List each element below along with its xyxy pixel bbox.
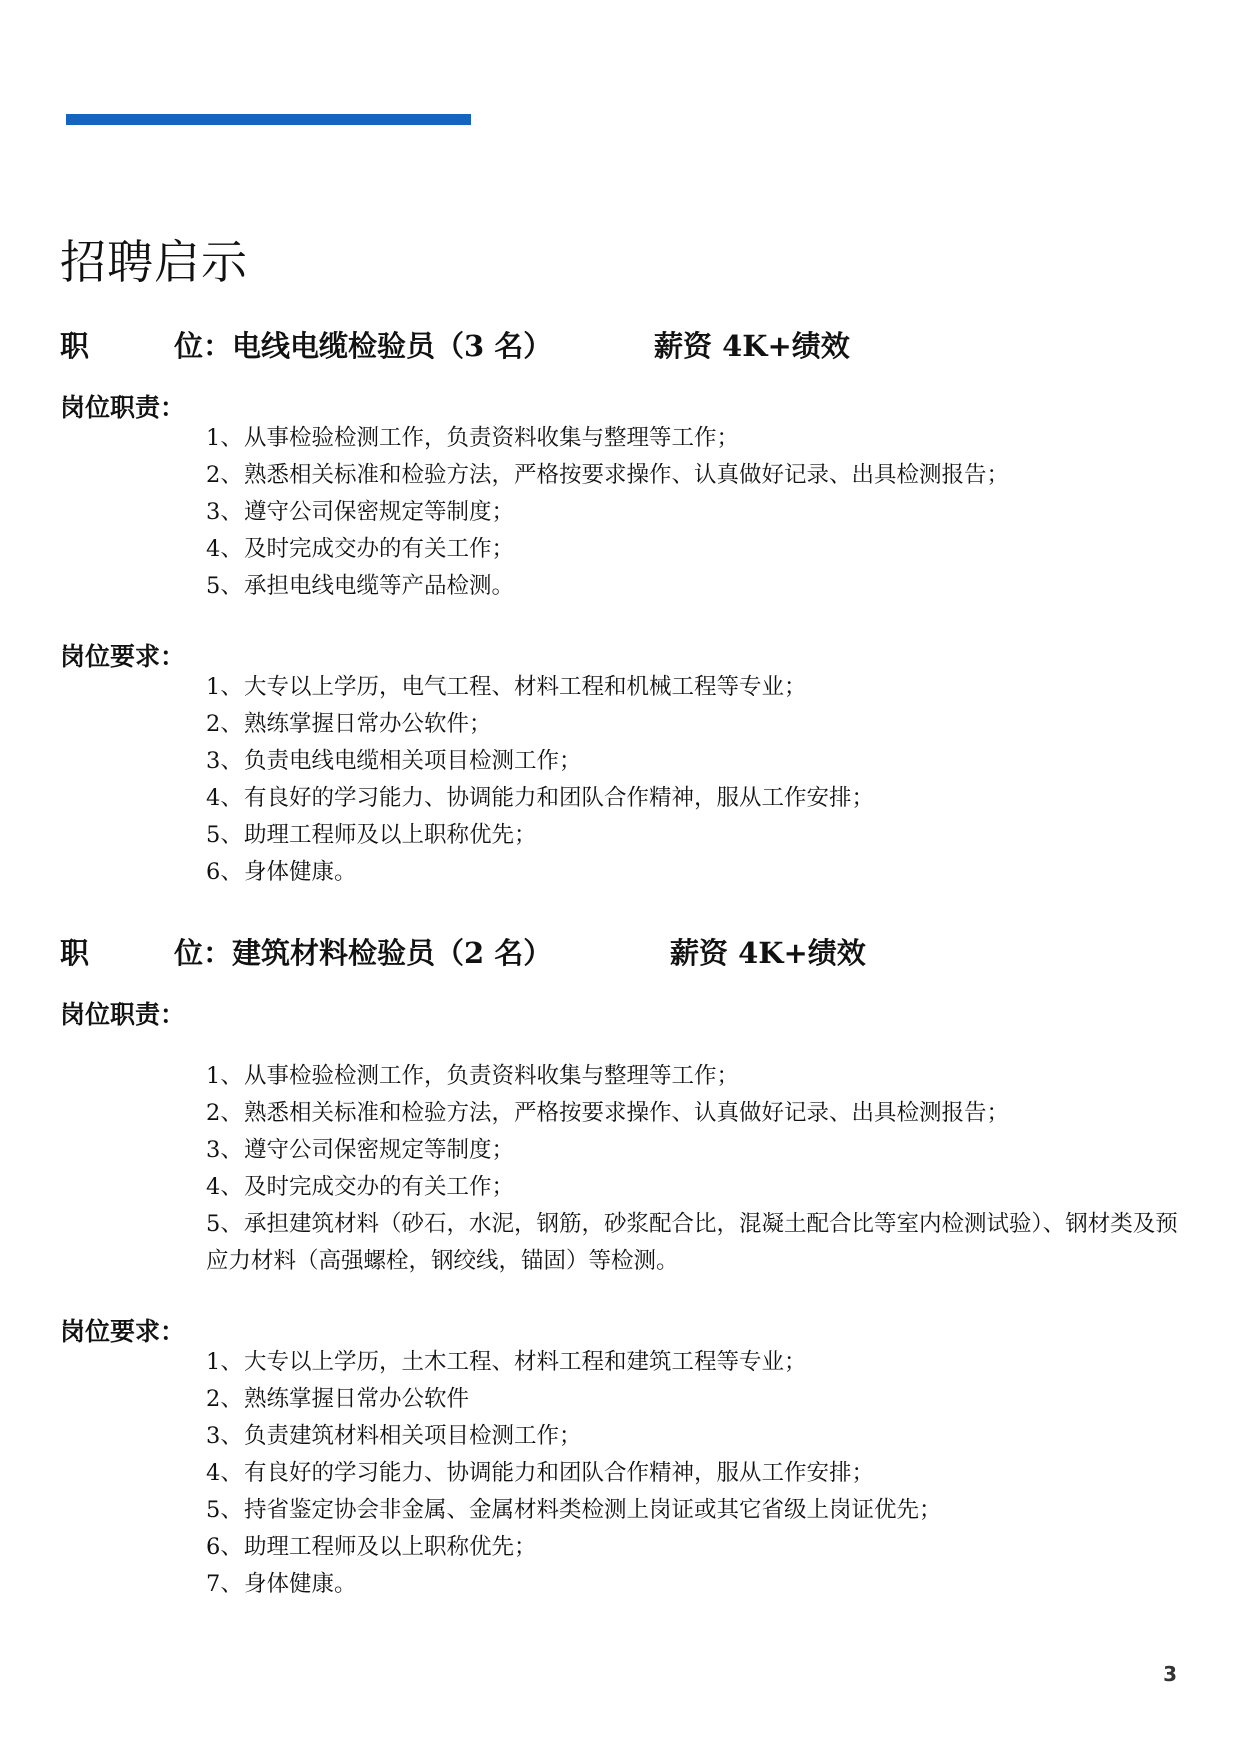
list-item: 1、从事检验检测工作，负责资料收集与整理等工作； xyxy=(206,425,740,451)
list-item: 6、助理工程师及以上职称优先； xyxy=(206,1534,537,1560)
position-salary: 薪资 4K+绩效 xyxy=(670,935,866,970)
position-title: 电线电缆检验员（3 名） xyxy=(232,328,553,363)
list-item: 3、负责电线电缆相关项目检测工作； xyxy=(206,748,582,774)
list-item: 2、熟练掌握日常办公软件 xyxy=(206,1386,470,1412)
requirements-heading: 岗位要求： xyxy=(60,1317,186,1346)
list-item: 3、负责建筑材料相关项目检测工作； xyxy=(206,1423,582,1449)
requirements-list xyxy=(206,669,874,891)
position-label-zhi: 职 xyxy=(60,935,90,970)
list-item: 3、遵守公司保密规定等制度； xyxy=(206,499,515,525)
position-header xyxy=(60,930,866,972)
list-item: 5、助理工程师及以上职称优先； xyxy=(206,822,537,848)
requirements-heading: 岗位要求： xyxy=(60,642,186,671)
list-item: 5、承担电线电缆等产品检测。 xyxy=(206,573,515,599)
duties-heading: 岗位职责： xyxy=(60,1000,186,1029)
position-label-zhi: 职 xyxy=(60,328,90,363)
duties-list xyxy=(206,1058,1181,1280)
list-item: 6、身体健康。 xyxy=(206,859,357,885)
page-title: 招聘启示 xyxy=(60,235,248,289)
list-item: 2、熟练掌握日常办公软件； xyxy=(206,711,492,737)
header-accent-bar xyxy=(66,114,471,125)
list-item: 2、熟悉相关标准和检验方法，严格按要求操作、认真做好记录、出具检测报告； xyxy=(206,462,1010,488)
duties-list xyxy=(206,420,1009,605)
list-item: 3、遵守公司保密规定等制度； xyxy=(206,1137,515,1163)
position-label-wei: 位： xyxy=(174,935,233,970)
position-title: 建筑材料检验员（2 名） xyxy=(232,935,553,970)
list-item: 1、从事检验检测工作，负责资料收集与整理等工作； xyxy=(206,1063,740,1089)
duties-heading: 岗位职责： xyxy=(60,393,186,422)
position-header xyxy=(60,323,850,365)
list-item: 4、有良好的学习能力、协调能力和团队合作精神，服从工作安排； xyxy=(206,1460,875,1486)
list-item: 4、有良好的学习能力、协调能力和团队合作精神，服从工作安排； xyxy=(206,785,875,811)
position-label-wei: 位： xyxy=(174,328,233,363)
list-item: 2、熟悉相关标准和检验方法，严格按要求操作、认真做好记录、出具检测报告； xyxy=(206,1100,1010,1126)
list-item: 5、承担建筑材料（砂石，水泥，钢筋，砂浆配合比，混凝土配合比等室内检测试验）、钢材类及预应力材料（高强螺栓，钢绞线，锚固）等检测。 xyxy=(206,1211,1178,1274)
list-item: 4、及时完成交办的有关工作； xyxy=(206,1174,515,1200)
page-number: 3 xyxy=(1163,1662,1177,1686)
list-item: 1、大专以上学历，电气工程、材料工程和机械工程等专业； xyxy=(206,674,807,700)
list-item: 7、身体健康。 xyxy=(206,1571,357,1597)
list-item: 4、及时完成交办的有关工作； xyxy=(206,536,515,562)
list-item: 5、持省鉴定协会非金属、金属材料类检测上岗证或其它省级上岗证优先； xyxy=(206,1497,942,1523)
list-item: 1、大专以上学历，土木工程、材料工程和建筑工程等专业； xyxy=(206,1349,807,1375)
position-salary: 薪资 4K+绩效 xyxy=(654,328,850,363)
requirements-list xyxy=(206,1344,942,1603)
